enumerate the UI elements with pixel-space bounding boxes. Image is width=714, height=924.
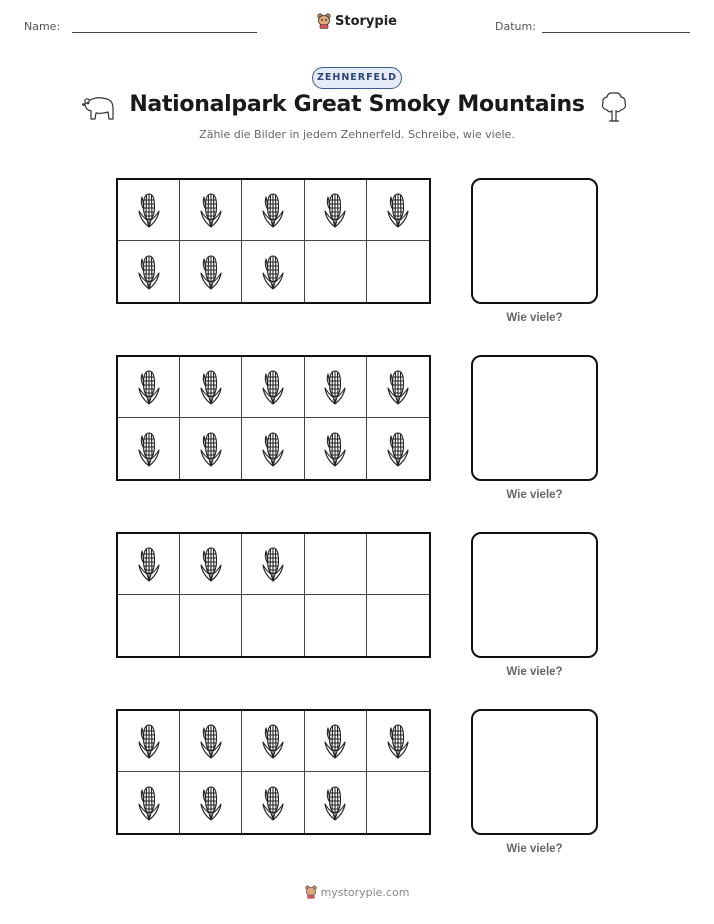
ten-frame-cell — [242, 772, 304, 833]
ten-frame-cell — [367, 418, 429, 479]
ten-frame-cell — [305, 772, 367, 833]
ten-frame-cell — [118, 241, 180, 302]
corn-icon — [198, 784, 224, 822]
corn-icon — [136, 191, 162, 229]
ten-frame-cell — [242, 595, 304, 656]
ten-frame-cell — [180, 180, 242, 241]
ten-frame-cell — [242, 357, 304, 418]
ten-frame-cell — [305, 595, 367, 656]
answer-box[interactable] — [471, 355, 598, 481]
corn-icon — [136, 430, 162, 468]
ten-frame-cell — [305, 711, 367, 772]
ten-frame-cell — [367, 357, 429, 418]
ten-frame-cell — [242, 711, 304, 772]
corn-icon — [136, 545, 162, 583]
page-title: Nationalpark Great Smoky Mountains — [129, 92, 585, 117]
answer-box[interactable] — [471, 709, 598, 835]
answer-label: Wie viele? — [506, 843, 563, 855]
ten-frame-cell — [180, 595, 242, 656]
corn-icon — [136, 784, 162, 822]
answer-label: Wie viele? — [506, 312, 563, 324]
date-line — [542, 32, 690, 33]
ten-frame-cell — [242, 180, 304, 241]
corn-icon — [385, 368, 411, 406]
ten-frame-cell — [180, 711, 242, 772]
ten-frame-cell — [180, 534, 242, 595]
ten-frame-cell — [367, 595, 429, 656]
ten-frame-cell — [118, 357, 180, 418]
ten-frame-cell — [180, 772, 242, 833]
storypie-mascot-icon — [305, 885, 317, 899]
ten-frame-cell — [305, 241, 367, 302]
corn-icon — [260, 784, 286, 822]
corn-icon — [322, 430, 348, 468]
corn-icon — [198, 430, 224, 468]
ten-frame-cell — [305, 357, 367, 418]
ten-frame-cell — [242, 418, 304, 479]
ten-frame — [116, 355, 431, 481]
ten-frame-cell — [242, 534, 304, 595]
ten-frame-cell — [305, 418, 367, 479]
ten-frame-cell — [118, 711, 180, 772]
corn-icon — [322, 784, 348, 822]
tree-icon — [600, 90, 628, 124]
ten-frame-cell — [118, 534, 180, 595]
corn-icon — [198, 722, 224, 760]
corn-icon — [260, 430, 286, 468]
ten-frame-cell — [118, 595, 180, 656]
ten-frame-cell — [305, 534, 367, 595]
ten-frame-cell — [242, 241, 304, 302]
footer-url: mystorypie.com — [320, 885, 410, 899]
corn-icon — [136, 722, 162, 760]
corn-icon — [136, 253, 162, 291]
ten-frame — [116, 178, 431, 304]
ten-frame-cell — [367, 711, 429, 772]
brand-logo — [0, 13, 714, 34]
footer — [0, 885, 714, 902]
corn-icon — [260, 368, 286, 406]
corn-icon — [136, 368, 162, 406]
corn-icon — [322, 722, 348, 760]
corn-icon — [322, 191, 348, 229]
ten-frame-cell — [367, 772, 429, 833]
corn-icon — [260, 253, 286, 291]
ten-frame-cell — [180, 418, 242, 479]
corn-icon — [260, 191, 286, 229]
corn-icon — [198, 368, 224, 406]
corn-icon — [198, 545, 224, 583]
answer-box[interactable] — [471, 178, 598, 304]
ten-frame-cell — [367, 241, 429, 302]
name-label: Name: — [24, 20, 61, 33]
answer-box[interactable] — [471, 532, 598, 658]
corn-icon — [198, 191, 224, 229]
storypie-mascot-icon — [317, 13, 331, 29]
ten-frame-cell — [180, 357, 242, 418]
brand-name: Storypie — [335, 13, 397, 29]
ten-frame-cell — [367, 534, 429, 595]
ten-frame-cell — [180, 241, 242, 302]
answer-label: Wie viele? — [506, 489, 563, 501]
answer-label: Wie viele? — [506, 666, 563, 678]
ten-frame-cell — [118, 418, 180, 479]
topic-badge: ZEHNERFELD — [312, 67, 402, 89]
corn-icon — [322, 368, 348, 406]
corn-icon — [198, 253, 224, 291]
corn-icon — [385, 430, 411, 468]
date-label: Datum: — [495, 20, 536, 33]
corn-icon — [385, 722, 411, 760]
ten-frame — [116, 709, 431, 835]
corn-icon — [260, 722, 286, 760]
instructions: Zähle die Bilder in jedem Zehnerfeld. Schreibe, wie viele. — [199, 128, 515, 141]
ten-frame-cell — [367, 180, 429, 241]
ten-frame-cell — [305, 180, 367, 241]
ten-frame-cell — [118, 180, 180, 241]
ten-frame-cell — [118, 772, 180, 833]
corn-icon — [385, 191, 411, 229]
corn-icon — [260, 545, 286, 583]
ten-frame — [116, 532, 431, 658]
